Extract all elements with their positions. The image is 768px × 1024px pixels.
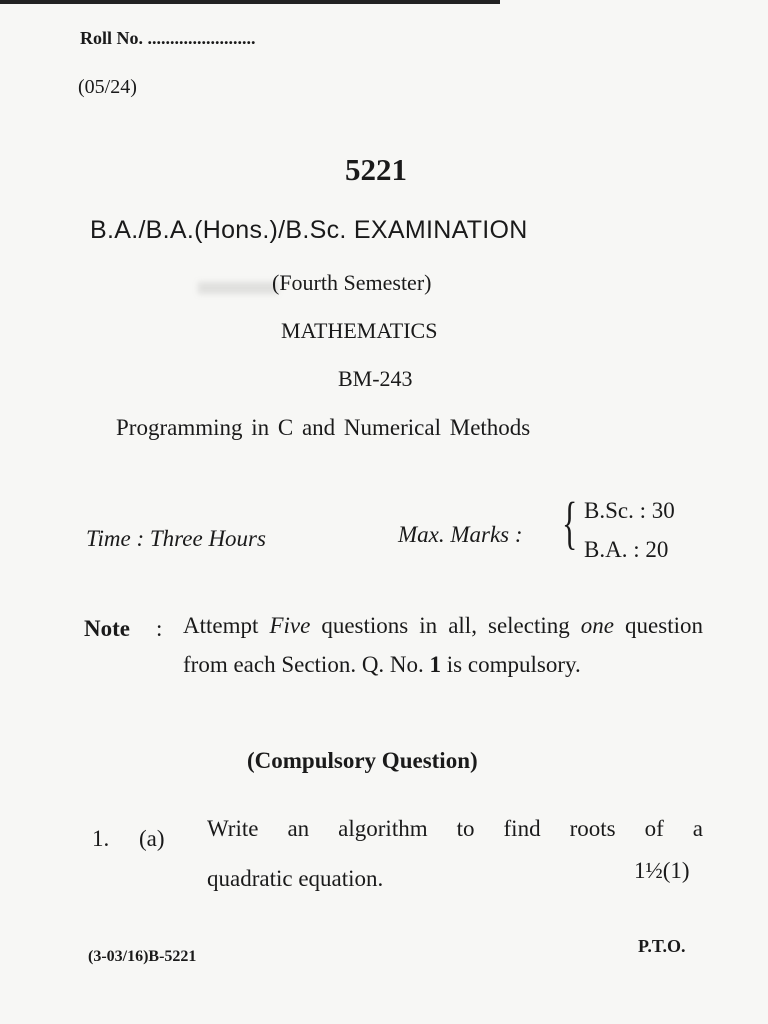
section-heading: (Compulsory Question) xyxy=(247,748,478,773)
question-text-line1: Write an algorithm to find roots of a xyxy=(207,816,703,841)
max-marks-label: Max. Marks : xyxy=(398,522,523,547)
footer-pto: P.T.O. xyxy=(638,936,686,956)
question-part: (a) xyxy=(139,826,165,851)
question-number: 1. xyxy=(92,826,110,851)
footer-code: (3-03/16)B-5221 xyxy=(88,948,197,965)
note-colon: : xyxy=(156,616,163,641)
note-label: Note xyxy=(84,616,130,641)
semester: (Fourth Semester) xyxy=(272,270,432,295)
smudge-mark xyxy=(198,282,278,294)
roll-number-field: Roll No. ........................ xyxy=(80,28,256,48)
paper-date-code: (05/24) xyxy=(78,76,137,98)
marks-brace: { xyxy=(562,490,578,555)
question-text-line2: quadratic equation. xyxy=(207,866,384,891)
paper-number: BM-243 xyxy=(338,366,413,391)
question-marks: 1½(1) xyxy=(634,858,690,883)
subject: MATHEMATICS xyxy=(281,318,438,343)
paper-code: 5221 xyxy=(345,152,407,187)
marks-bsc: B.Sc. : 30 xyxy=(584,498,675,523)
note-text: Attempt Five questions in all, selecting one question from each Section. Q. No. 1 is compulsory. xyxy=(183,613,703,677)
paper-title: Programming in C and Numerical Methods xyxy=(116,415,531,440)
page-top-edge xyxy=(0,0,500,4)
time-allowed: Time : Three Hours xyxy=(86,526,266,551)
exam-title: B.A./B.A.(Hons.)/B.Sc. EXAMINATION xyxy=(90,216,528,244)
marks-ba: B.A. : 20 xyxy=(584,537,669,562)
